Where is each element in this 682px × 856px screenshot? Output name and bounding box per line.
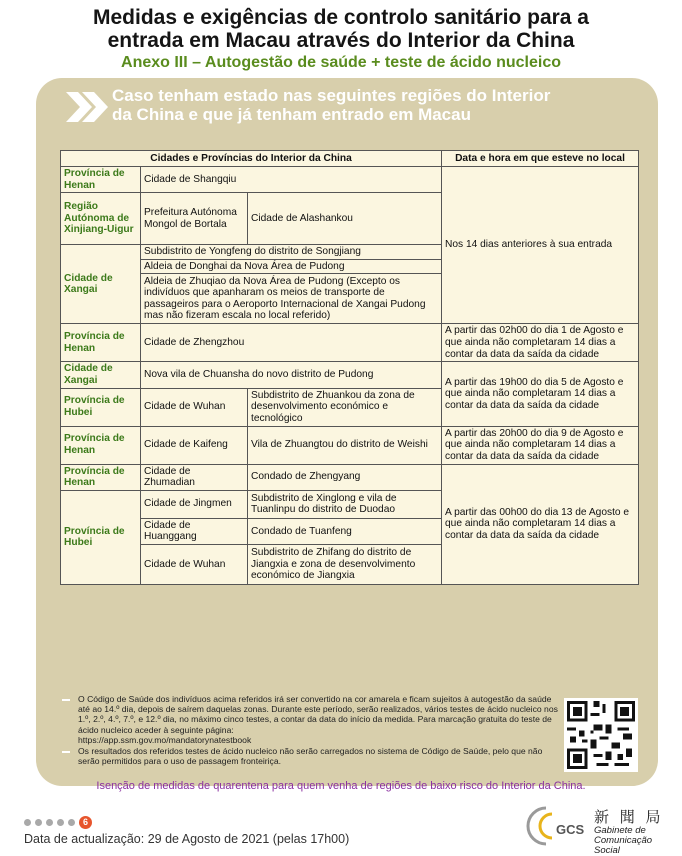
city-cell: Cidade de Huanggang	[141, 518, 248, 544]
date-cell: A partir das 00h00 do dia 13 de Agosto e que ainda não completaram 14 dias a contar da data da saída da cidade	[442, 464, 639, 584]
subdistrict-cell: Cidade de Alashankou	[248, 193, 442, 245]
city-cell: Cidade de Wuhan	[141, 388, 248, 426]
region-cell: Província de Henan	[61, 464, 141, 490]
city-cell: Cidade de Kaifeng	[141, 426, 248, 464]
page-dot[interactable]	[24, 819, 31, 826]
exemption-notice: Isenção de medidas de quarentena para quem venha de regiões de baixo risco do Interior da China.	[96, 780, 586, 792]
region-cell: Cidade de Xangai	[61, 245, 141, 324]
city-cell: Cidade de Shangqiu	[141, 167, 442, 193]
page-dot[interactable]	[68, 819, 75, 826]
qr-code-icon[interactable]	[564, 698, 638, 772]
regions-table	[60, 150, 639, 585]
dash-bullet-icon	[62, 751, 70, 753]
gcs-logo-mark-icon	[524, 804, 588, 848]
subdistrict-cell: Vila de Zhuangtou do distrito de Weishi	[248, 426, 442, 464]
region-cell: Província de Hubei	[61, 490, 141, 584]
date-cell: A partir das 02h00 do dia 1 de Agosto e que ainda não completaram 14 dias a contar da data da saída da cidade	[442, 324, 639, 362]
svg-text:GCS: GCS	[556, 822, 585, 837]
title-line-1: Medidas e exigências de controlo sanitário para a	[92, 6, 589, 29]
update-date: Data de actualização: 29 de Agosto de 2021 (pelas 17h00)	[24, 832, 350, 846]
current-page-badge[interactable]: 6	[79, 816, 92, 829]
page-dot[interactable]	[35, 819, 42, 826]
logo-chinese: 新 聞 局	[594, 808, 664, 826]
page-dot[interactable]	[57, 819, 64, 826]
subdistrict-cell: Condado de Zhengyang	[248, 464, 442, 490]
region-cell: Província de Henan	[61, 426, 141, 464]
region-cell: Província de Hubei	[61, 388, 141, 426]
note-item: O Código de Saúde dos indivíduos acima referidos irá ser convertido na cor amarela e ficam sujeitos à autogestão da saúde até ao 14.º dia, depois de saírem daquelas zonas. Durante este período, serão realizados, vários testes de ácido nucleico nos 1.º, 2.º, 4.º, 7.º, e 12.º dia, no máximo cinco testes, a contar da data do início da medida. Para marcação gratuita do teste de ácido nucleico aceder à seguinte página: https://app.ssm.gov.mo/mandatorynatestbook	[62, 694, 562, 745]
subdistrict-cell: Aldeia de Zhuqiao da Nova Área de Pudong (Excepto os indivíduos que apanharam os meios de transporte de passageiros para o Aeroporto Internacional de Xangai Pudong mas não fizeram escala no local referido)	[141, 274, 442, 324]
pagination	[24, 814, 92, 832]
region-cell: Cidade de Xangai	[61, 362, 141, 388]
subdistrict-cell: Subdistrito de Yongfeng do distrito de Songjiang	[141, 245, 442, 260]
dash-bullet-icon	[62, 699, 70, 701]
content-panel	[36, 78, 658, 786]
date-cell: A partir das 19h00 do dia 5 de Agosto e que ainda não completaram 14 dias a contar da data da saída da cidade	[442, 362, 639, 426]
region-cell: Província de Henan	[61, 324, 141, 362]
subdistrict-cell: Subdistrito de Xinglong e vila de Tuanlinpu do distrito de Duodao	[248, 490, 442, 518]
subdistrict-cell: Subdistrito de Zhifang do distrito de Jiangxia e zona de desenvolvimento económico de Jiangxia	[248, 544, 442, 584]
subdistrict-cell: Condado de Tuanfeng	[248, 518, 442, 544]
subdistrict-cell: Subdistrito de Zhuankou da zona de desenvolvimento económico e tecnológico	[248, 388, 442, 426]
date-cell: A partir das 20h00 do dia 9 de Agosto e que ainda não completaram 14 dias a contar da data da saída da cidade	[442, 426, 639, 464]
panel-heading: Caso tenham estado nas seguintes regiões do Interior da China e que já tenham entrado em Macau	[112, 86, 551, 124]
city-cell: Cidade de Jingmen	[141, 490, 248, 518]
region-cell: Região Autónoma de Xinjiang-Uigur	[61, 193, 141, 245]
notes-section	[62, 694, 562, 767]
date-cell: Nos 14 dias anteriores à sua entrada	[442, 167, 639, 324]
gcs-logo	[524, 804, 674, 856]
city-cell: Cidade de Wuhan	[141, 544, 248, 584]
double-chevron-icon	[64, 90, 110, 124]
city-cell: Prefeitura Autónoma Mongol de Bortala	[141, 193, 248, 245]
city-cell: Cidade de Zhengzhou	[141, 324, 442, 362]
city-cell: Cidade de Zhumadian	[141, 464, 248, 490]
logo-portuguese: Gabinete de Comunicação Social	[594, 825, 653, 856]
region-cell: Província de Henan	[61, 167, 141, 193]
page-title	[0, 6, 682, 52]
page-subtitle: Anexo III – Autogestão de saúde + teste de ácido nucleico	[121, 54, 561, 71]
booking-link[interactable]: https://app.ssm.gov.mo/mandatorynatestbook	[78, 734, 252, 745]
city-cell: Nova vila de Chuansha do novo distrito de Pudong	[141, 362, 442, 388]
title-line-2: entrada em Macau através do Interior da China	[107, 29, 575, 52]
col-header-regions: Cidades e Províncias do Interior da China	[61, 151, 442, 167]
page-dot[interactable]	[46, 819, 53, 826]
note-item: Os resultados dos referidos testes de ácido nucleico não serão carregados no sistema de Código de Saúde, pelo que não serão permitidos para o uso de passagem fronteiriça.	[62, 746, 562, 766]
col-header-date: Data e hora em que esteve no local	[442, 151, 639, 167]
subdistrict-cell: Aldeia de Donghai da Nova Área de Pudong	[141, 259, 442, 274]
